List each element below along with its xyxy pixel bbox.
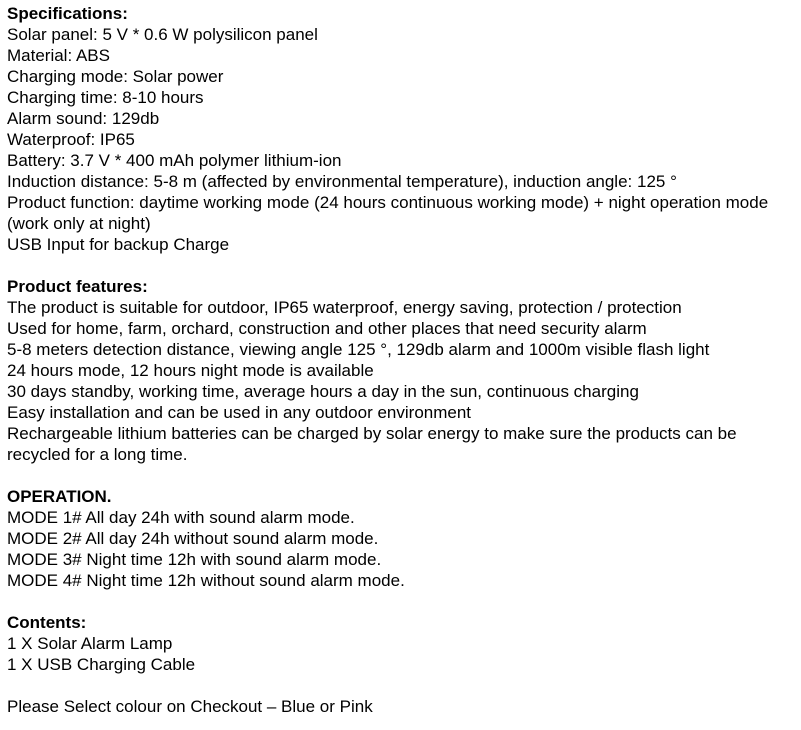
spec-line-charging-time: Charging time: 8-10 hours [7,88,204,107]
operation-heading: OPERATION. [7,487,112,506]
operation-mode-4: MODE 4# Night time 12h without sound alarm mode. [7,571,405,590]
spec-line-waterproof: Waterproof: IP65 [7,130,135,149]
spec-line-solar-panel: Solar panel: 5 V * 0.6 W polysilicon panel [7,25,318,44]
contents-line-lamp: 1 X Solar Alarm Lamp [7,634,173,653]
feature-line-standby: 30 days standby, working time, average hours a day in the sun, continuous charging [7,382,639,401]
feature-line-outdoor: The product is suitable for outdoor, IP65 waterproof, energy saving, protection / protection [7,298,682,317]
contents-line-cable: 1 X USB Charging Cable [7,655,196,674]
colour-selection-note: Please Select colour on Checkout – Blue or Pink [7,697,373,716]
feature-line-batteries: Rechargeable lithium batteries can be charged by solar energy to make sure the products can be recycled for a long time. [7,424,742,464]
spec-line-product-function: Product function: daytime working mode (24 hours continuous working mode) + night operation mode (work only at night) [7,193,773,233]
spec-line-charging-mode: Charging mode: Solar power [7,67,224,86]
operation-section [7,486,794,591]
spec-line-battery: Battery: 3.7 V * 400 mAh polymer lithium-ion [7,151,342,170]
feature-line-installation: Easy installation and can be used in any outdoor environment [7,403,472,422]
contents-heading: Contents: [7,613,87,632]
contents-section [7,612,794,675]
spec-line-usb-input: USB Input for backup Charge [7,235,230,254]
feature-line-modes: 24 hours mode, 12 hours night mode is available [7,361,374,380]
spec-line-induction: Induction distance: 5-8 m (affected by environmental temperature), induction angle: 125 ° [7,172,677,191]
specifications-section [7,3,794,255]
spec-line-alarm-sound: Alarm sound: 129db [7,109,160,128]
operation-mode-3: MODE 3# Night time 12h with sound alarm mode. [7,550,382,569]
feature-line-detection: 5-8 meters detection distance, viewing angle 125 °, 129db alarm and 1000m visible flash light [7,340,710,359]
features-heading: Product features: [7,277,148,296]
operation-mode-2: MODE 2# All day 24h without sound alarm mode. [7,529,379,548]
operation-mode-1: MODE 1# All day 24h with sound alarm mode. [7,508,355,527]
features-section [7,276,794,465]
feature-line-usage: Used for home, farm, orchard, construction and other places that need security alarm [7,319,647,338]
spec-line-material: Material: ABS [7,46,110,65]
specifications-heading: Specifications: [7,4,128,23]
